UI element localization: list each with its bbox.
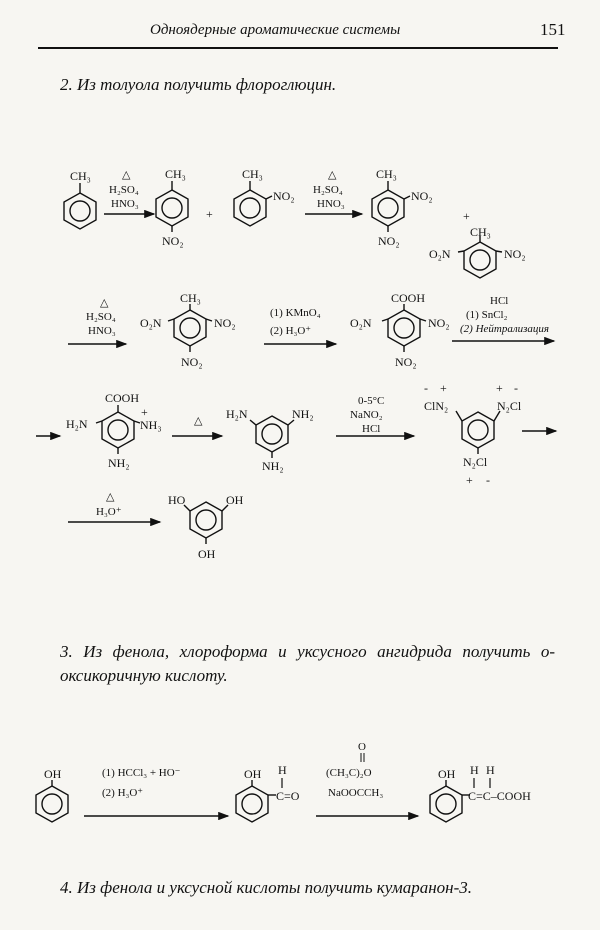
taba-h2n-label: H₂N [66, 417, 88, 431]
dnt26-ch3-label: CH₃ [470, 225, 491, 239]
cinnamic-h2-label: H [486, 763, 495, 777]
tnba-no2-label: NO₂ [428, 316, 450, 330]
reagent-nano2: NaNO₂ [350, 409, 383, 421]
diazo-n2cl-bottom-label: N₂Cl [463, 455, 488, 469]
toluene-ch3-label: CH₃ [70, 169, 91, 183]
reagent-hcl-2: HCl [362, 423, 381, 435]
diazo-minus-bottom: - [486, 473, 490, 487]
tab-h2n-label: H₂N [226, 407, 248, 421]
tnt-no2-label: NO₂ [214, 316, 236, 330]
diazo-minus-right: - [514, 381, 518, 395]
cinnamic-chain-label: C=C–COOH [468, 789, 531, 803]
diazo-minus-left: - [424, 381, 428, 395]
trinitrobenzoic-acid-structure [382, 304, 426, 352]
salicylaldehyde-co-label: C=O [276, 789, 300, 803]
taba-nh3-label: NH₃ [140, 418, 162, 432]
page-number: 151 [540, 20, 566, 39]
plus-sign-1: + [206, 207, 213, 221]
dnt26-o2n-label: O₂N [429, 247, 451, 261]
plus-sign-2: + [463, 209, 470, 223]
o-nitrotoluene-ch3-label: CH₃ [242, 167, 263, 181]
reagent-hcl-1: HCl [490, 295, 509, 307]
phloroglucinol-structure [184, 502, 228, 544]
salicylaldehyde-structure [236, 780, 276, 822]
reagent-h2so4-2: H₂SO₄ [313, 184, 343, 196]
tnt-o2n-label: O₂N [140, 316, 162, 330]
diazo-plus-left: + [440, 381, 447, 395]
reagent-hccl3: (1) HCCl₃ + HO⁻ [102, 767, 181, 779]
o-hydroxycinnamic-acid-structure [430, 780, 470, 822]
cinnamic-h1-label: H [470, 763, 479, 777]
diazo-plus-right: + [496, 381, 503, 395]
dnt26-no2-label: NO₂ [504, 247, 526, 261]
task-2-heading: 2. Из толуола получить флороглюцин. [60, 75, 337, 94]
heat-symbol-1: △ [122, 169, 131, 181]
reagent-hno3-2: HNO₃ [317, 198, 345, 210]
dinitrotoluene-26-structure [458, 236, 502, 278]
reagent-h3o-hydrolysis: H₃O⁺ [96, 506, 122, 518]
anhydride-carbonyl-o: O [358, 741, 366, 753]
p-nitrotoluene-no2-label: NO₂ [162, 234, 184, 248]
taba-nh2-label: NH₂ [108, 456, 130, 470]
reagent-hno3-1: HNO₃ [111, 198, 139, 210]
p-nitrotoluene-ch3-label: CH₃ [165, 167, 186, 181]
reagent-hno3-3: HNO₃ [88, 325, 116, 337]
tnba-cooh-label: COOH [391, 291, 426, 305]
reagent-neutralization: (2) Нейтрализация [460, 323, 550, 335]
tnt-ch3-label: CH₃ [180, 291, 201, 305]
cinnamic-oh-label: OH [438, 767, 456, 781]
reagent-kmno4: (1) KMnO₄ [270, 307, 321, 319]
trisdiazonium-salt-structure [456, 411, 500, 454]
reagent-sncl2: (1) SnCl₂ [466, 309, 508, 321]
diazo-plus-bottom: + [466, 473, 473, 487]
tnba-o2n-label: O₂N [350, 316, 372, 330]
tnt-no2-para-label: NO₂ [181, 355, 203, 369]
phenol-structure [36, 780, 68, 822]
phenol-oh-label: OH [44, 767, 62, 781]
dnt24-no2-ortho-label: NO₂ [411, 189, 433, 203]
task-4-heading: 4. Из фенола и уксусной кислоты получить кумаранон-3. [60, 878, 473, 897]
reagent-h3o-reimer: (2) H₃O⁺ [102, 787, 144, 799]
toluene-structure [64, 183, 96, 229]
o-nitrotoluene-structure [234, 181, 272, 226]
reagent-acetic-anhydride: (CH₃C)₂O [326, 767, 372, 779]
reagent-temperature: 0-5°C [358, 395, 385, 407]
running-header-title: Одноядерные ароматические системы [150, 22, 401, 38]
reagent-h2so4-1: H₂SO₄ [109, 184, 139, 196]
dnt24-ch3-label: CH₃ [376, 167, 397, 181]
phloroglucinol-oh-right-label: OH [226, 493, 244, 507]
trinitrotoluene-structure [168, 304, 212, 352]
tab-nh2-right-label: NH₂ [292, 407, 314, 421]
tnba-no2-para-label: NO₂ [395, 355, 417, 369]
diazo-cln2-label: ClN₂ [424, 399, 449, 413]
dinitrotoluene-24-structure [372, 181, 410, 232]
o-nitrotoluene-no2-label: NO₂ [273, 189, 295, 203]
heat-symbol-2: △ [328, 169, 337, 181]
reagent-sodium-acetate: NaOOCCH₃ [328, 787, 384, 799]
p-nitrotoluene-structure [156, 181, 188, 232]
reagent-h2so4-3: H₂SO₄ [86, 311, 116, 323]
diazo-n2cl-right-label: N₂Cl [497, 399, 522, 413]
triaminobenzoic-acid-structure [96, 405, 140, 454]
heat-symbol-3: △ [100, 297, 109, 309]
taba-cooh-label: COOH [105, 391, 140, 405]
salicylaldehyde-oh-label: OH [244, 767, 262, 781]
reagent-h3o-oxidation: (2) H₃O⁺ [270, 325, 312, 337]
phloroglucinol-ho-label: HO [168, 493, 186, 507]
triaminobenzene-structure [250, 416, 294, 458]
tab-nh2-bottom-label: NH₂ [262, 459, 284, 473]
salicylaldehyde-h-label: H [278, 763, 287, 777]
dnt24-no2-para-label: NO₂ [378, 234, 400, 248]
heat-symbol-4: △ [194, 415, 203, 427]
heat-symbol-5: △ [106, 491, 115, 503]
phloroglucinol-oh-bottom-label: OH [198, 547, 216, 561]
task-3-heading: 3. Из фенола, хлороформа и уксусного ангидрида получить о-оксикоричную кислоту. [60, 642, 555, 685]
taba-plus-charge: + [141, 405, 148, 419]
